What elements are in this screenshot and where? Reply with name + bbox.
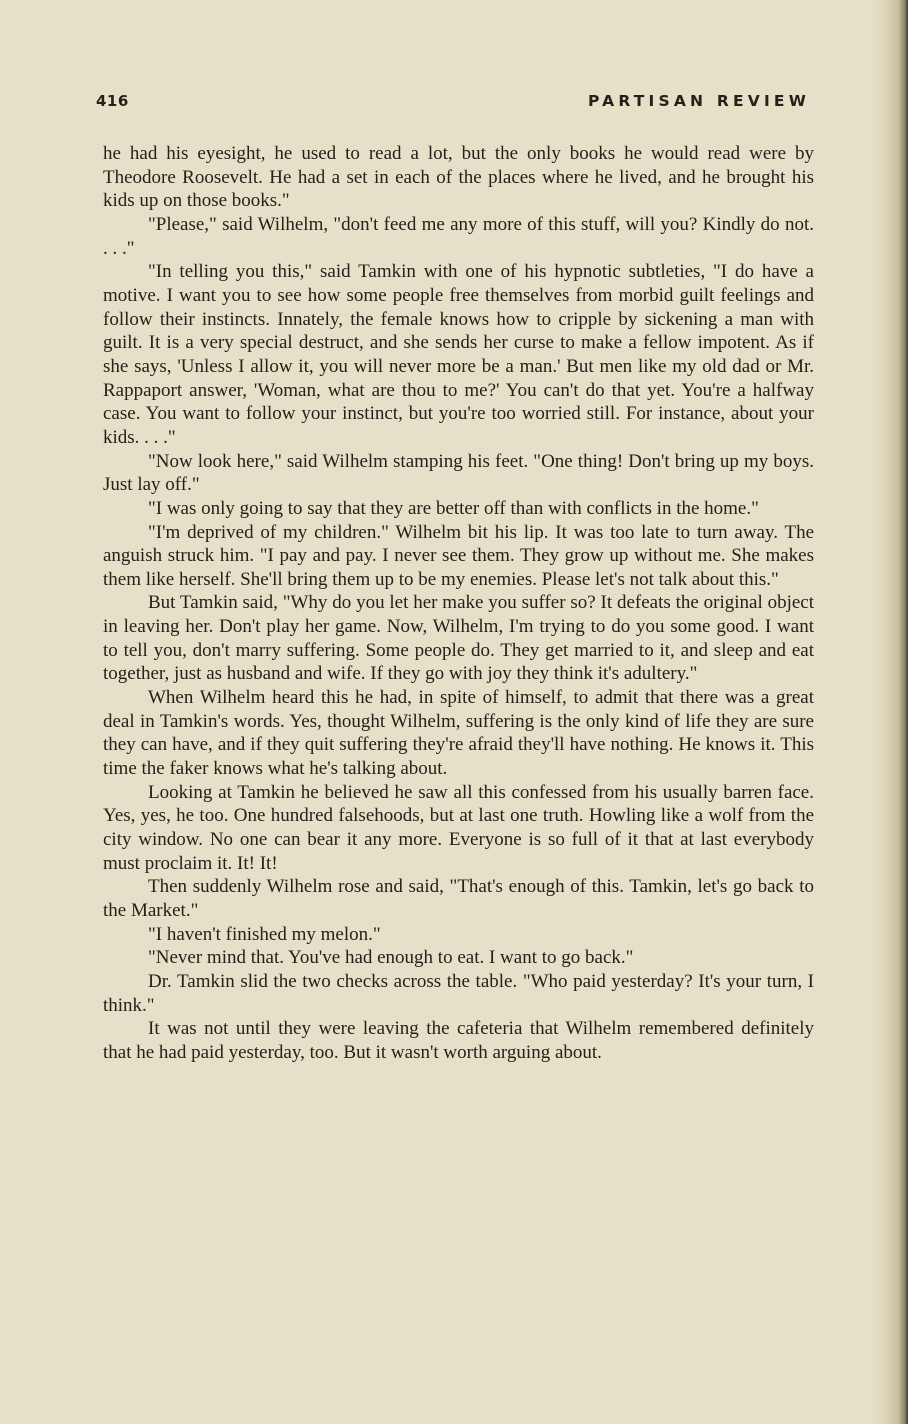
page-number: 416 — [96, 92, 129, 110]
paragraph: "I haven't finished my melon." — [148, 923, 381, 945]
body-text — [103, 142, 814, 1065]
paragraph: "I was only going to say that they are better off than with conflicts in the home." — [148, 497, 759, 519]
paragraph: Dr. Tamkin slid the two checks across the table. "Who paid yesterday? It's your turn, I think." — [103, 970, 814, 1016]
paragraph: "Never mind that. You've had enough to eat. I want to go back." — [148, 947, 634, 969]
paragraph: Then suddenly Wilhelm rose and said, "That's enough of this. Tamkin, let's go back to the Market." — [103, 876, 814, 921]
paragraph: Looking at Tamkin he believed he saw all this confessed from his usually barren face. Yes, yes, he too. One hundred falsehoods, but at last one truth. Howling like a wolf from the city window. No one can bear it any more. Everyone is so full of it that at last everybody must proclaim it. It! It! — [103, 781, 814, 874]
paragraph: It was not until they were leaving the cafeteria that Wilhelm remembered definitely that he had paid yesterday, too. But it wasn't worth arguing about. — [103, 1018, 814, 1063]
paragraph: "Now look here," said Wilhelm stamping his feet. "One thing! Don't bring up my boys. Just lay off." — [103, 450, 814, 496]
paragraph: But Tamkin said, "Why do you let her make you suffer so? It defeats the original object in leaving her. Don't play her game. Now, Wilhelm, I'm trying to do you some good. I want to tell you, don't marry suffering. Some people do. They get married to it, and sleep and eat together, just as husband and wife. If they go with joy they think it's adultery." — [103, 592, 814, 685]
page-header — [96, 92, 810, 116]
page-edge-shadow — [870, 0, 908, 1424]
paragraph: he had his eyesight, he used to read a lot, but the only books he would read were by Theodore Roosevelt. He had a set in each of the places where he lived, and he brought his kids up on those books." — [103, 143, 814, 212]
paragraph: "I'm deprived of my children." Wilhelm bit his lip. It was too late to turn away. The anguish struck him. "I pay and pay. I never see them. They grow up without me. She makes them like herself. She'll bring them up to be my enemies. Please let's not talk about this." — [103, 521, 814, 590]
paragraph: When Wilhelm heard this he had, in spite of himself, to admit that there was a great deal in Tamkin's words. Yes, thought Wilhelm, suffering is the only kind of life they are sure they can have, and if they quit suffering they're afraid they'll have nothing. He knows it. This time the faker knows what he's talking about. — [103, 687, 814, 780]
running-title: PARTISAN REVIEW — [587, 92, 810, 110]
paragraph: "Please," said Wilhelm, "don't feed me any more of this stuff, will you? Kindly do not. . . ." — [103, 213, 814, 259]
paragraph: "In telling you this," said Tamkin with one of his hypnotic subtleties, "I do have a motive. I want you to see how some people free themselves from morbid guilt feelings and follow their instincts. Innately, the female knows how to cripple by sickening a man with guilt. It is a very special destruct, and she sends her curse to make a fellow impotent. As if she says, 'Unless I allow it, you will never more be a man.' But men like my old dad or Mr. Rappaport answer, 'Woman, what are thou to me?' You can't do that yet. You're a halfway case. You want to follow your instinct, but you're too worried still. For instance, about your kids. . . ." — [103, 261, 814, 448]
